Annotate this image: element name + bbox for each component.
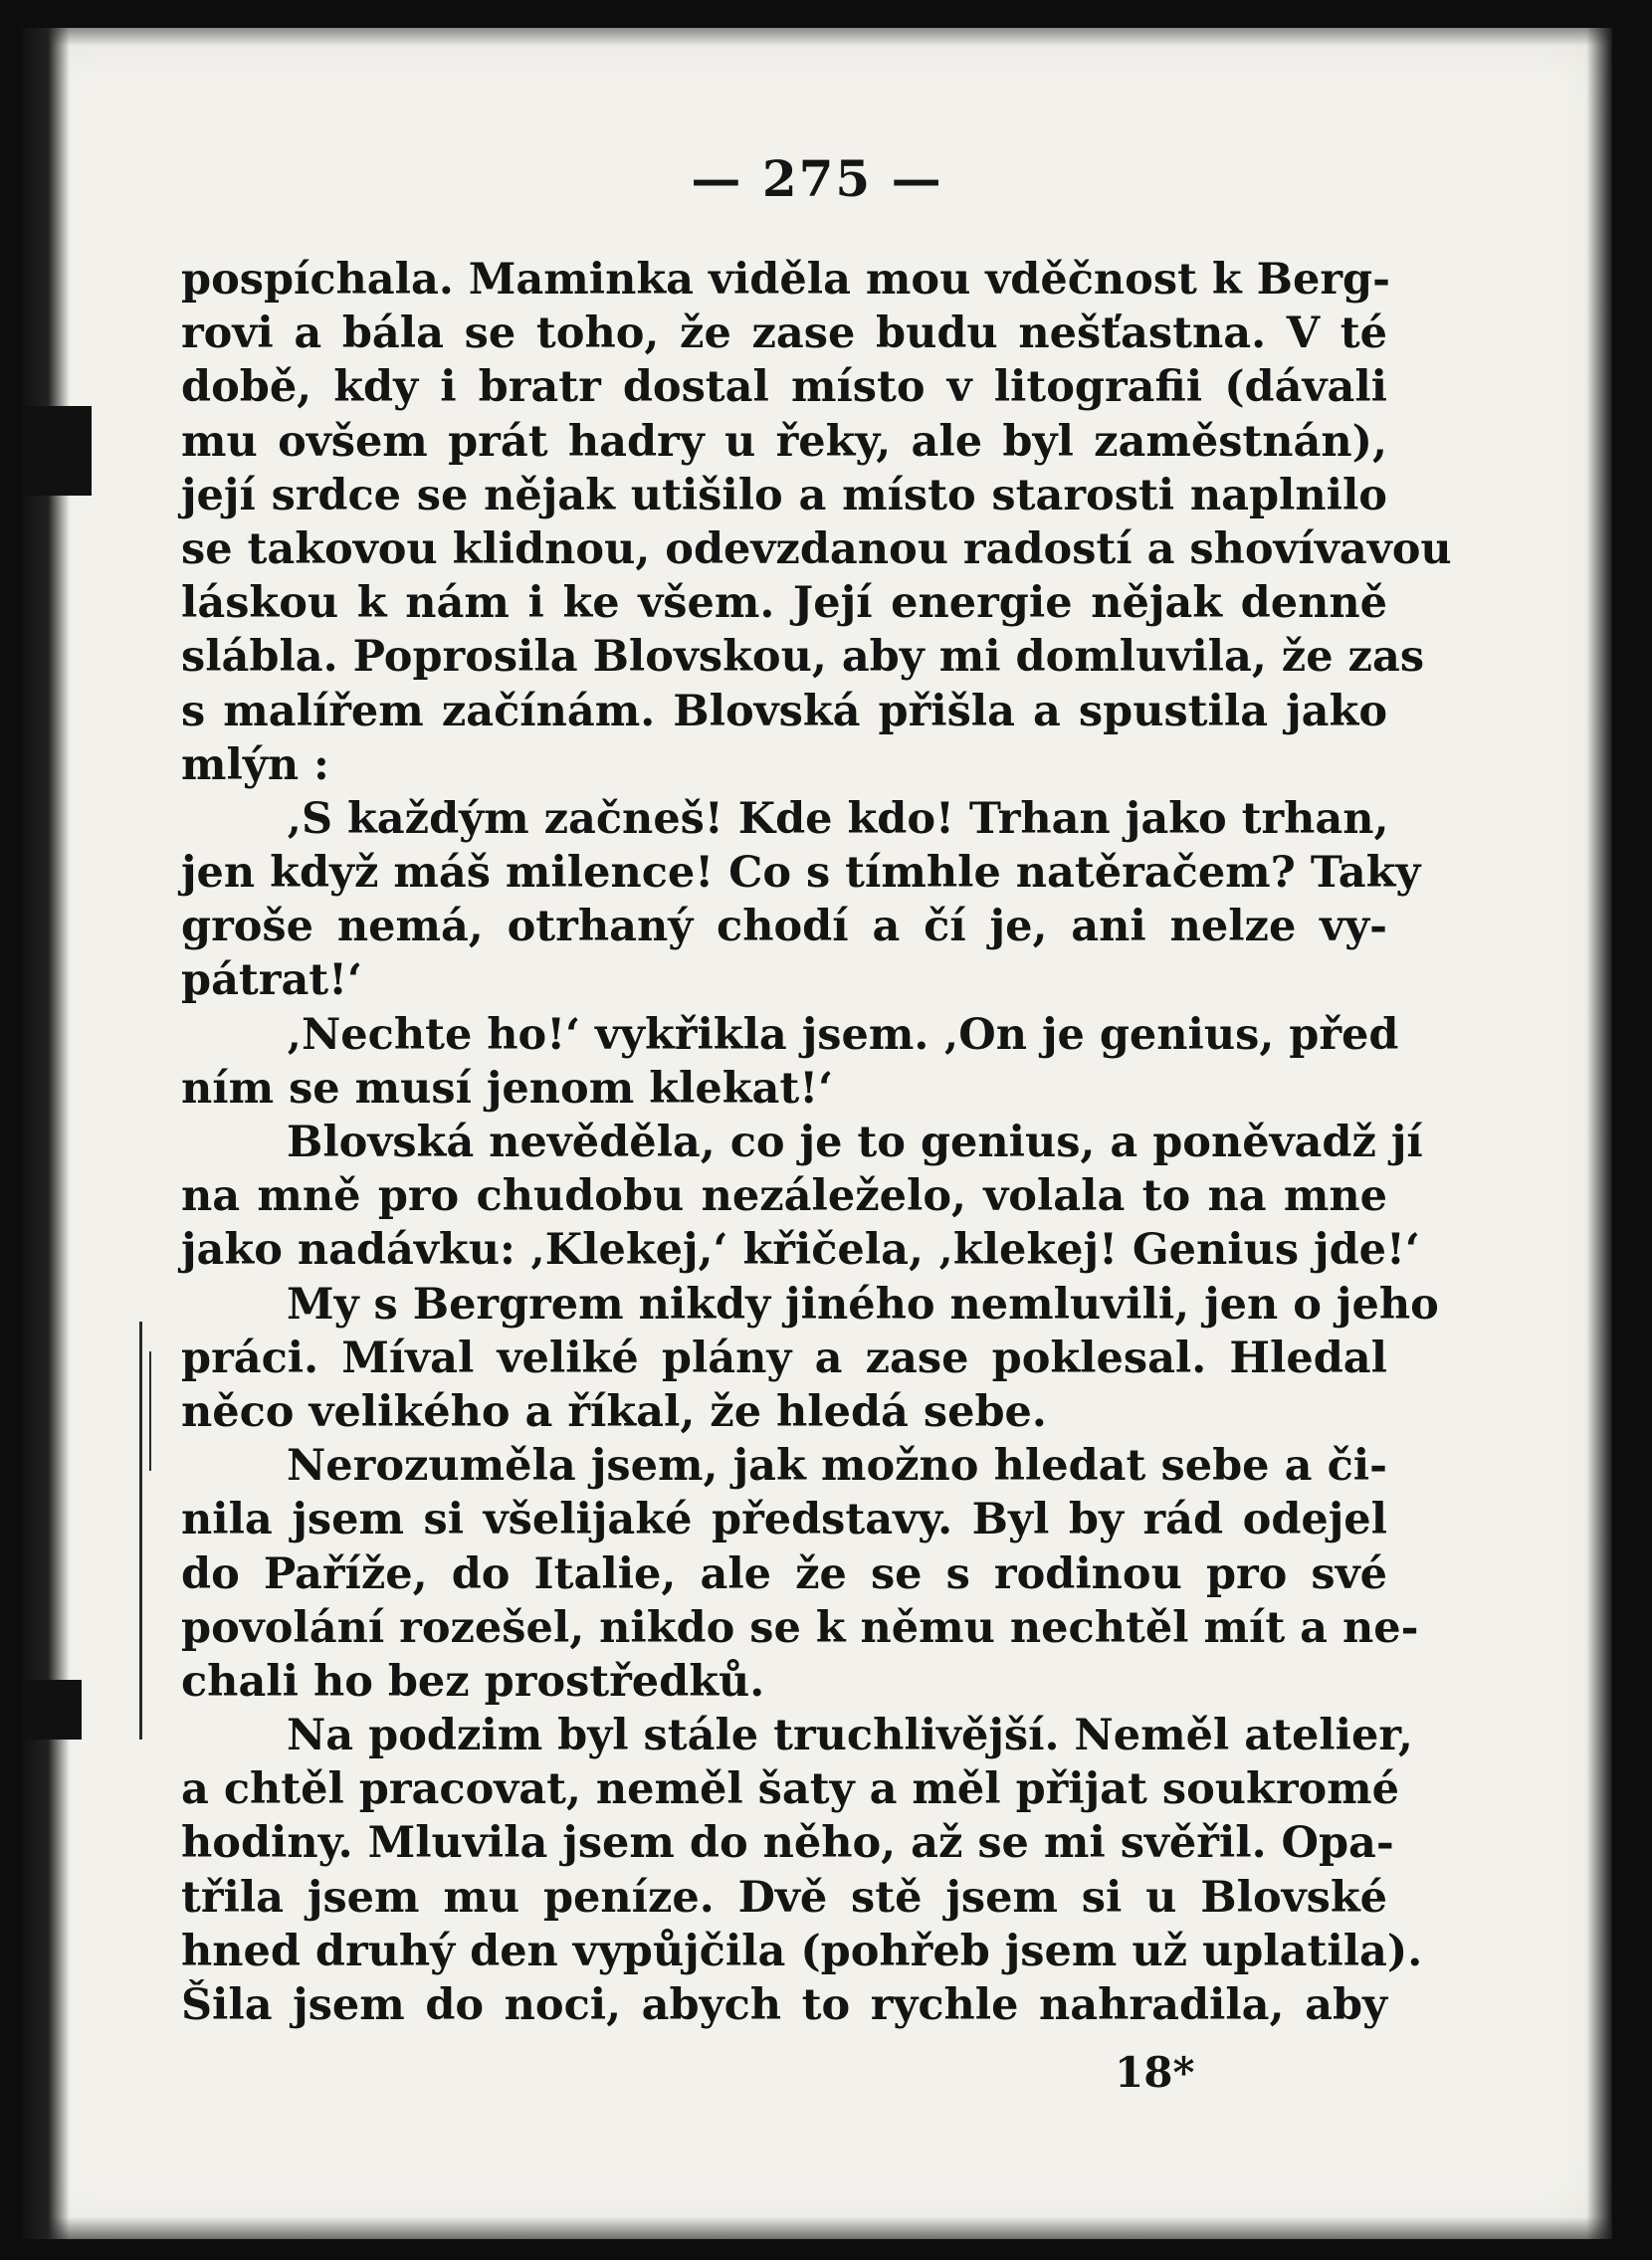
signature-mark: 18* xyxy=(1115,2048,1195,2097)
margin-pencil-line xyxy=(149,1351,151,1471)
text-line: době, kdy i bratr dostal místo v litografii (dávali xyxy=(181,362,1387,413)
text-line: láskou k nám i ke všem. Její energie nějak denně xyxy=(181,578,1387,629)
text-line: jen když máš milence! Co s tímhle natěračem? Taky xyxy=(181,848,1421,899)
margin-pencil-line xyxy=(139,1322,142,1740)
book-page xyxy=(22,28,1612,2239)
text-line: práci. Míval veliké plány a zase poklesal. Hledal xyxy=(181,1333,1387,1383)
text-line: pospíchala. Maminka viděla mou vděčnost k Berg- xyxy=(181,255,1390,305)
text-line: povolání rozešel, nikdo se k němu nechtěl mít a ne- xyxy=(181,1602,1419,1653)
text-line: jako nadávku: ‚Klekej,‘ křičela, ‚klekej! Genius jde!‘ xyxy=(181,1225,1420,1276)
text-line: nila jsem si všelijaké představy. Byl by rád odejel xyxy=(181,1495,1387,1545)
text-line: do Paříže, do Italie, ale že se s rodinou pro své xyxy=(181,1548,1387,1599)
text-line: na mně pro chudobu nezáleželo, volala to na mne xyxy=(181,1171,1387,1222)
text-line: třila jsem mu peníze. Dvě stě jsem si u Blovské xyxy=(181,1872,1387,1923)
text-line: Na podzim byl stále truchlivější. Neměl atelier, xyxy=(287,1711,1413,1761)
binding-shadow xyxy=(22,28,70,2239)
text-line: rovi a bála se toho, že zase budu nešťastna. V té xyxy=(181,308,1387,359)
text-line: hodiny. Mluvila jsem do něho, až se mi svěřil. Opa- xyxy=(181,1818,1394,1869)
text-line: pátrat!‘ xyxy=(181,955,363,1006)
page-right-edge xyxy=(1586,28,1612,2239)
text-line: se takovou klidnou, odevzdanou radostí a shovívavou xyxy=(181,523,1452,574)
page-top-edge xyxy=(22,28,1612,46)
binding-tear xyxy=(22,1680,82,1740)
text-line: její srdce se nějak utišilo a místo starosti naplnilo xyxy=(181,470,1387,520)
binding-tear xyxy=(22,406,92,496)
page-bottom-edge xyxy=(22,2217,1612,2239)
text-line: groše nemá, otrhaný chodí a čí je, ani nelze vy- xyxy=(181,902,1387,952)
text-line: slábla. Poprosila Blovskou, aby mi domluvila, že zas xyxy=(181,632,1425,683)
text-line: hned druhý den vypůjčila (pohřeb jsem už uplatila). xyxy=(181,1926,1423,1976)
text-line: mlýn : xyxy=(181,739,329,790)
text-line: ‚Nechte ho!‘ vykřikla jsem. ‚On je genius, před xyxy=(287,1009,1399,1060)
text-line: Blovská nevěděla, co je to genius, a poněvadž jí xyxy=(287,1118,1423,1167)
text-line: mu ovšem prát hadry u řeky, ale byl zaměstnán), xyxy=(181,416,1387,467)
text-line: něco velikého a říkal, že hledá sebe. xyxy=(181,1386,1047,1437)
text-line: My s Bergrem nikdy jiného nemluvili, jen o jeho xyxy=(287,1279,1439,1330)
text-line: a chtěl pracovat, neměl šaty a měl přijat soukromé xyxy=(181,1764,1400,1815)
text-line: ním se musí jenom klekat!‘ xyxy=(181,1063,834,1114)
text-line: Šila jsem do noci, abych to rychle nahradila, aby xyxy=(181,1980,1387,2030)
text-line: Nerozuměla jsem, jak možno hledat sebe a či- xyxy=(287,1441,1387,1492)
text-line: s malířem začínám. Blovská přišla a spustila jako xyxy=(181,686,1387,736)
page-body-text xyxy=(181,253,1452,2032)
page-number: — 275 — xyxy=(691,149,943,208)
text-line: ‚S každým začneš! Kde kdo! Trhan jako trhan, xyxy=(287,793,1389,844)
text-line: chali ho bez prostředků. xyxy=(181,1656,765,1707)
